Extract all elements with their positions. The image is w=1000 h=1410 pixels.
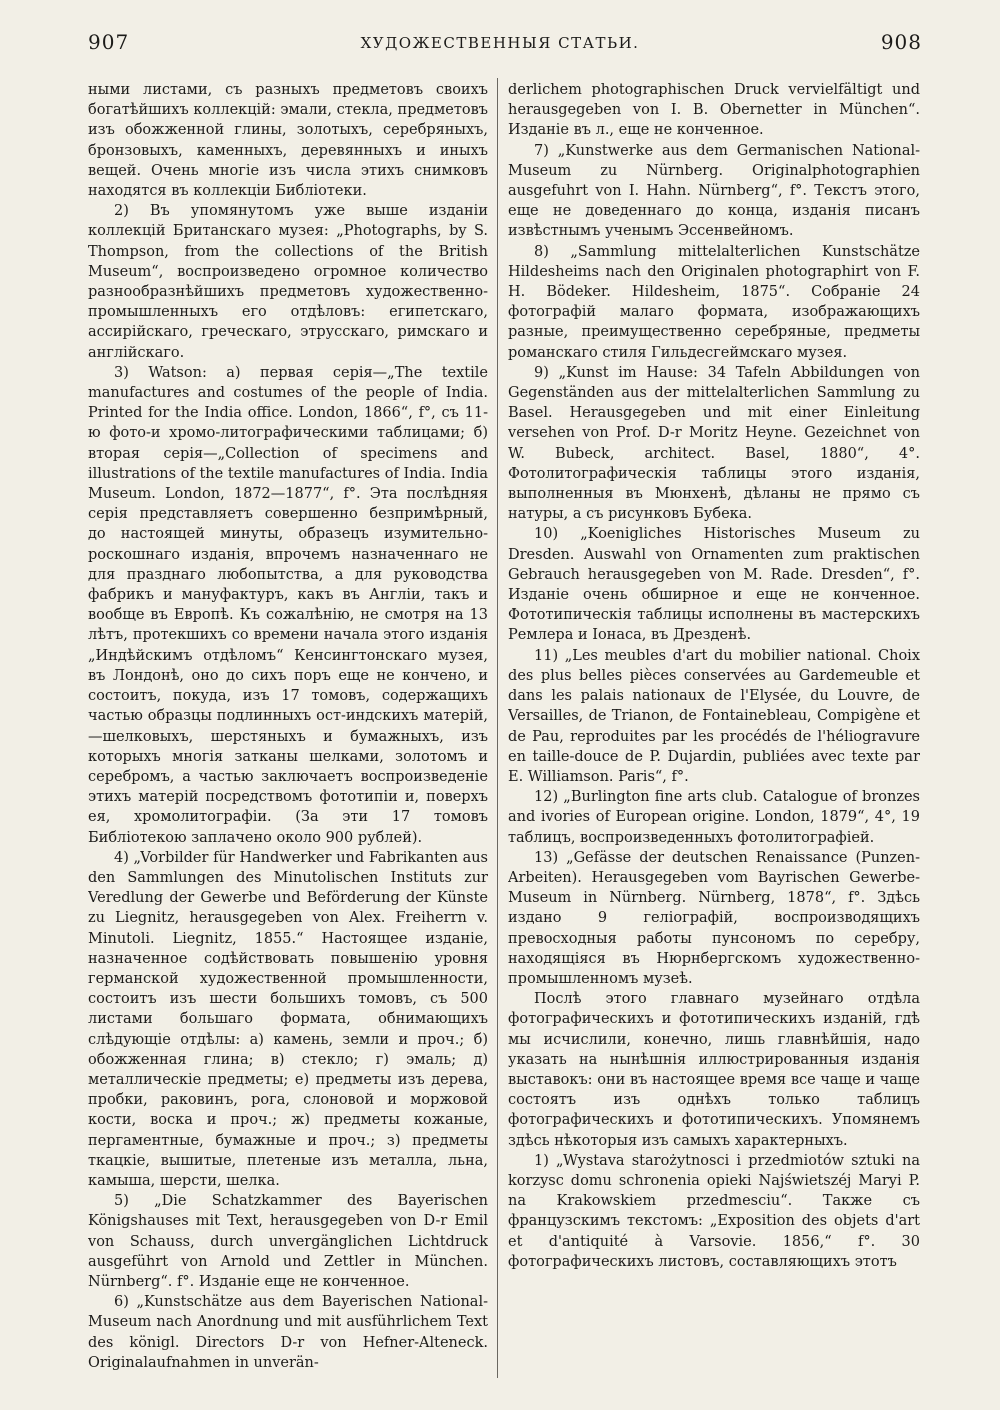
page-number-right: 908: [880, 30, 922, 54]
paragraph: 4) „Vorbilder für Handwerker und Fabrikanten aus den Sammlungen des Minutolischen Instituts zur Veredlung der Gewerbe und Beförderung der Künste zu Liegnitz, herausgegeben von Alex. Freiherrn v. Minutoli. Liegnitz, 1855.“ Настоящее изданіе, назначенное содѣйствовать повышенію уровня германской художественной промышленности, состоитъ изъ шести большихъ томовъ, съ 500 листами большаго формата, обнимающихъ слѣдующіе отдѣлы: а) камень, земли и проч.; б) обожженная глина; в) стекло; г) эмаль; д) металлическіе предметы; е) предметы изъ дерева, пробки, раковинъ, рога, слоновой и моржовой кости, воска и проч.; ж) предметы кожаные, пергаментные, бумажные и проч.; з) предметы ткацкіе, вышитые, плетеные изъ металла, льна, камыша, шерсти, шелка.: [88, 849, 488, 1189]
running-title: ХУДОЖЕСТВЕННЫЯ СТАТЬИ.: [360, 34, 640, 52]
paragraph: Послѣ этого главнаго музейнаго отдѣла фотографическихъ и фототипическихъ изданій, гдѣ мы исчислили, конечно, лишь главнѣйшія, надо указать на нынѣшнія иллюстрированныя изданія выставокъ: они въ настоящее время все чаще и чаще состоятъ изъ однѣхъ только таблицъ фотографическихъ и фототипическихъ. Упомянемъ здѣсь нѣкоторыя изъ самыхъ характерныхъ.: [508, 991, 920, 1149]
paragraph: 6) „Kunstschätze aus dem Bayerischen National-Museum nach Anordnung und mit ausführlichem Text des königl. Directors D-r von Hefner-Alteneck. Originalaufnahmen in unverän-: [88, 1294, 488, 1371]
paragraph: 13) „Gefässe der deutschen Renaissance (Punzen-Arbeiten). Herausgegeben vom Bayrischen Gewerbe-Museum in Nürnberg. Nürnberg, 1878“, f°. Здѣсь издано 9 геліографій, воспроизводящихъ превосходныя работы пунсономъ по серебру, находящіяся въ Нюрнбергскомъ художественно-промышленномъ музеѣ.: [508, 849, 920, 987]
paragraph: 2) Въ упомянутомъ уже выше изданіи коллекцій Британскаго музея: „Photographs, by S. Thompson, from the collections of the British Museum“, воспроизведено огромное количество разнообразнѣйшихъ предметовъ художественно-промышленныхъ его отдѣловъ: египетскаго, ассирійскаго, греческаго, этрусскаго, римскаго и англійскаго.: [88, 203, 488, 361]
paragraph: 1) „Wystava starożytnosci i przedmiotów sztuki na korzysc domu schronenia opieki Najświetszéj Maryi P. na Krakowskiem przedmesciu“. Также съ французскимъ текстомъ: „Exposition des objets d'art et d'antiquité à Varsovie. 1856,“ f°. 30 фотографическихъ листовъ, составляющихъ этотъ: [508, 1152, 920, 1270]
right-column: [508, 80, 920, 1380]
left-column: [88, 80, 488, 1380]
paragraph: 3) Watson: а) первая серія—„The textile manufactures and costumes of the people of India. Printed for the India office. London, 1866“, f°, съ 11-ю фото-и хромо-литографическими таблицами; б) вторая серія—„Collection of specimens and illustrations of the textile manufactures of India. India Museum. London, 1872—1877“, f°. Эта послѣдняя серія представляетъ совершенно безпримѣрный, до настоящей минуты, образецъ изумительно-роскошнаго изданія, впрочемъ назначеннаго не для празднаго любопытства, а для руководства фабрикъ и мануфактуръ, какъ въ Англіи, такъ и вообще въ Европѣ. Къ сожалѣнію, не смотря на 13 лѣтъ, протекшихъ со времени начала этого изданія „Индѣйскимъ отдѣломъ“ Кенсингтонскаго музея, въ Лондонѣ, оно до сихъ поръ еще не кончено, и состоитъ, покуда, изъ 17 томовъ, содержащихъ частью образцы подлинныхъ ост-индскихъ матерій,—шелковыхъ, шерстяныхъ и бумажныхъ, изъ которыхъ многія затканы шелками, золотомъ и серебромъ, а частью заключаетъ воспроизведеніе этихъ матерій посредствомъ фототипіи и, поверхъ ея, хромолитографіи. (За эти 17 томовъ Библіотекою заплачено около 900 рублей).: [88, 364, 488, 846]
paragraph: derlichem photographischen Druck vervielfältigt und herausgegeben von I. B. Obernetter in München“. Изданіе въ л., еще не конченное.: [508, 82, 920, 139]
paragraph: ными листами, съ разныхъ предметовъ своихъ богатѣйшихъ коллекцій: эмали, стекла, предметовъ изъ обожженной глины, золотыхъ, серебряныхъ, бронзовыхъ, каменныхъ, деревянныхъ и иныхъ вещей. Очень многіе изъ числа этихъ снимковъ находятся въ коллекціи Библіотеки.: [88, 82, 488, 200]
page-number-left: 907: [88, 30, 130, 54]
paragraph: 12) „Burlington fine arts club. Catalogue of bronzes and ivories of European origine. London, 1879“, 4°, 19 таблицъ, воспроизведенныхъ фотолитографіей.: [508, 789, 920, 846]
running-header: [0, 0, 1000, 64]
column-divider: [497, 78, 498, 1378]
paragraph: 10) „Koenigliches Historisches Museum zu Dresden. Auswahl von Ornamenten zum praktischen Gebrauch herausgegeben von M. Rade. Dresden“, f°. Изданіе очень обширное и еще не конченное. Фототипическія таблицы исполнены въ мастерскихъ Ремлера и Іонаса, въ Дрезденѣ.: [508, 526, 920, 644]
paragraph: 7) „Kunstwerke aus dem Germanischen National-Museum zu Nürnberg. Originalphotographien ausgefuhrt von I. Hahn. Nürnberg“, f°. Текстъ этого, еще не доведеннаго до конца, изданія писанъ извѣстнымъ ученымъ Эссенвейномъ.: [508, 142, 920, 240]
paragraph: 9) „Kunst im Hause: 34 Tafeln Abbildungen von Gegenständen aus der mittelalterlichen Sammlung zu Basel. Herausgegeben und mit einer Einleitung versehen von Prof. D-r Moritz Heyne. Gezeichnet von W. Bubeck, architect. Basel, 1880“, 4°. Фотолитографическія таблицы этого изданія, выполненныя въ Мюнхенѣ, дѣланы не прямо съ натуры, а съ рисунковъ Бубека.: [508, 364, 920, 523]
paragraph: 11) „Les meubles d'art du mobilier national. Choix des plus belles pièces conservées au Gardemeuble et dans les palais nationaux de l'Elysée, du Louvre, de Versailles, de Trianon, de Fontainebleau, Compigène et de Pau, reproduites par les procédés de l'héliogravure en taille-douce de P. Dujardin, publiées avec texte par E. Williamson. Paris“, f°.: [508, 647, 920, 785]
paragraph: 8) „Sammlung mittelalterlichen Kunstschätze Hildesheims nach den Originalen photographirt von F. H. Bödeker. Hildesheim, 1875“. Собраніе 24 фотографій малаго формата, изображающихъ разные, преимущественно серебряные, предметы романскаго стиля Гильдесгеймскаго музея.: [508, 243, 920, 361]
paragraph: 5) „Die Schatzkammer des Bayerischen Königshauses mit Text, herausgegeben von D-r Emil von Schauss, durch unvergänglichen Lichtdruck ausgeführt von Arnold und Zettler in München. Nürnberg“. f°. Изданіе еще не конченное.: [88, 1193, 488, 1290]
